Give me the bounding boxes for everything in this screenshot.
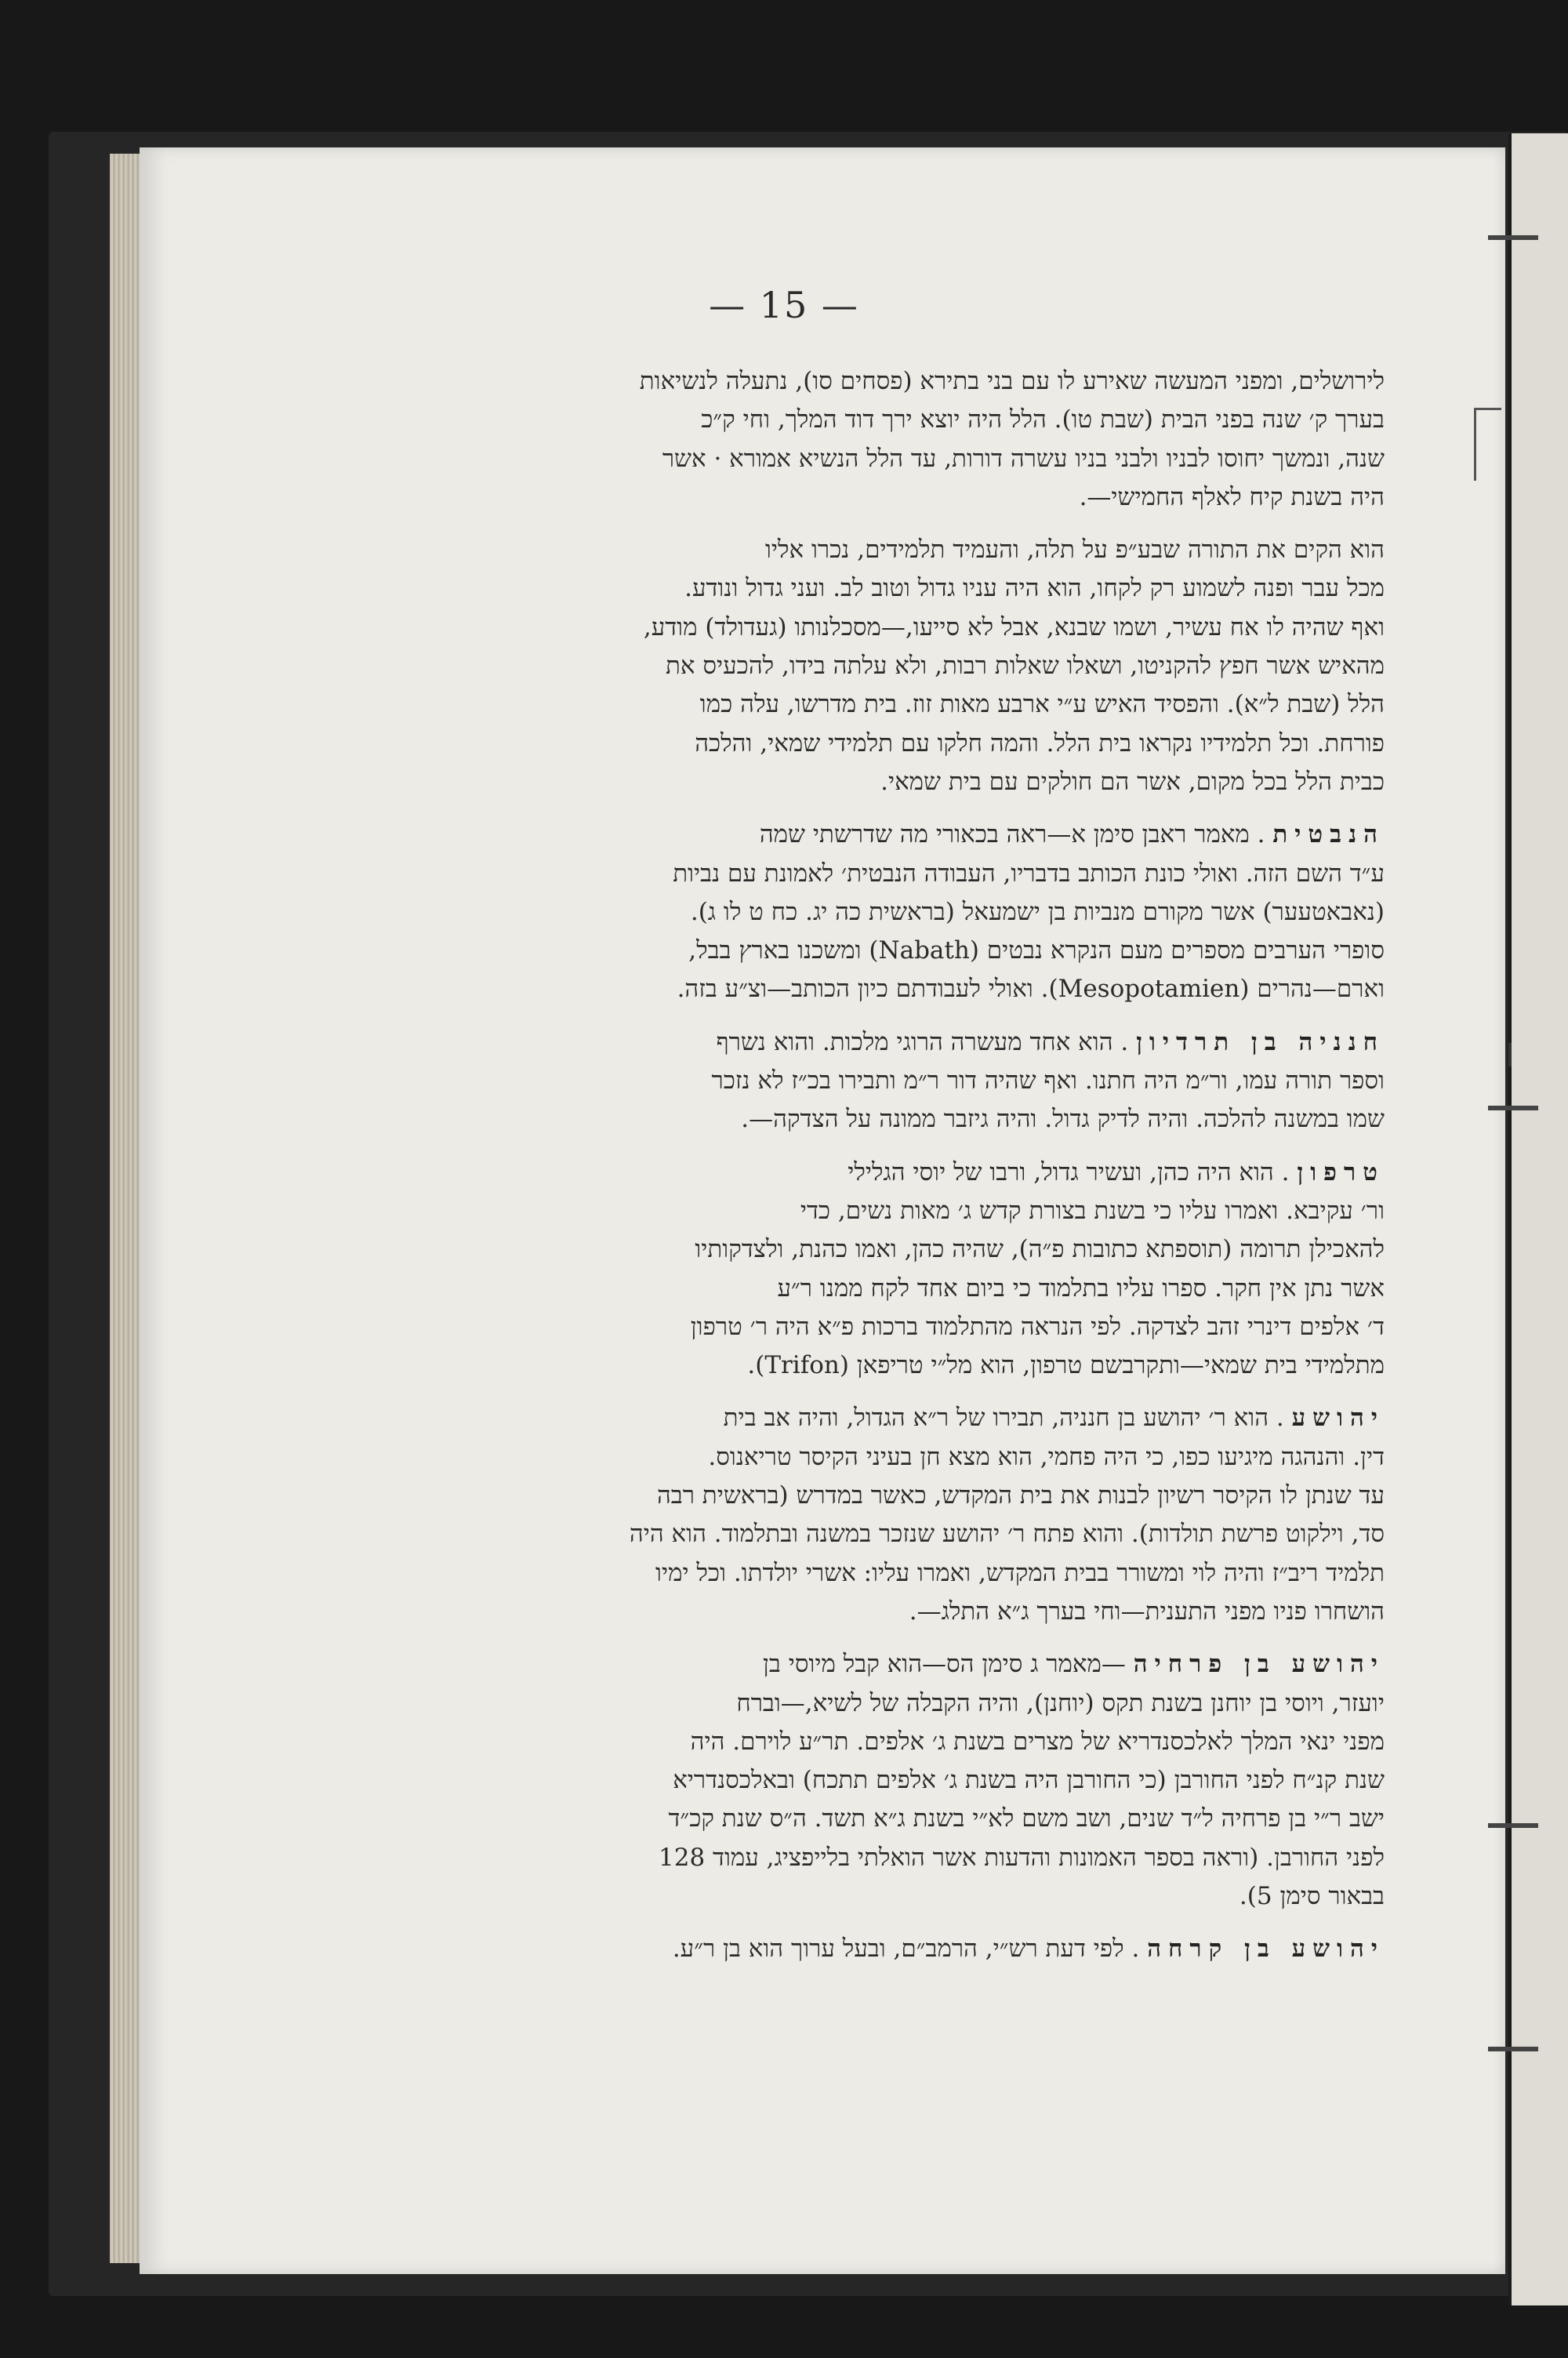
text-line bbox=[365, 1270, 1385, 1308]
entry-paragraph bbox=[365, 531, 1385, 801]
line-text: פורחת. וכל תלמידיו נקראו בית הלל. והמה חלקו עם תלמידי שמאי, והלכה bbox=[695, 728, 1385, 758]
text-line bbox=[365, 932, 1385, 970]
line-text: היה בשנת קיח לאלף החמישי—. bbox=[1079, 482, 1385, 511]
line-text: להאכילן תרומה (תוספתא כתובות פ״ה), שהיה כהן, ואמו כהנת, ולצדקותיו bbox=[695, 1235, 1385, 1264]
line-text: בבאור סימן 5). bbox=[1239, 1881, 1385, 1910]
text-line bbox=[365, 855, 1385, 893]
line-text: סופרי הערבים מספרים מעם הנקרא נבטים (Nabath) ומשכנו בארץ בבל, bbox=[688, 936, 1385, 965]
line-text: עד שנתן לו הקיסר רשיון לבנות את בית המקדש, כאשר במדרש (בראשית רבה bbox=[656, 1481, 1385, 1510]
text-line bbox=[365, 1477, 1385, 1515]
line-text: לפני החורבן. (וראה בספר האמונות והדעות אשר הואלתי בלייפציג, עמוד 128 bbox=[659, 1843, 1385, 1872]
line-text: ואף שהיה לו אח עשיר, ושמו שבנא, אבל לא סייעו,—מסכלנותו (געדולד) מודע, bbox=[643, 612, 1385, 641]
text-line bbox=[365, 1438, 1385, 1477]
line-text: מהאיש אשר חפץ להקניטו, ושאלו שאלות רבות, ולא עלתה בידו, להכעיס את bbox=[666, 652, 1385, 681]
line-text: הלל (שבת ל״א). והפסיד האיש ע״י ארבע מאות זוז. בית מדרשו, עלה כמו bbox=[699, 690, 1385, 719]
line-text: תלמיד ריב״ז והיה לוי ומשורר בבית המקדש, ואמרו עליו: אשרי יולדתו. וכל ימיו bbox=[655, 1558, 1385, 1587]
line-text: (נאבאטעער) אשר מקורם מנביות בן ישמעאל (בראשית כה יג. כח ט לו ג). bbox=[690, 897, 1385, 926]
text-line bbox=[365, 970, 1385, 1008]
line-text: וספר תורה עמו, ור״מ היה חתנו. ואף שהיה דור ר״מ ותבירו בכ״ז לא נזכר bbox=[711, 1066, 1385, 1095]
entry-term: הנבטית bbox=[1272, 820, 1385, 849]
line-text: שמו במשנה להלכה. והיה לדיק גדול. והיה גיזבר ממונה על הצדקה—. bbox=[741, 1105, 1385, 1134]
line-text: . מאמר ראבן סימן א—ראה בכאורי מה שדרשתי שמה bbox=[759, 820, 1265, 849]
line-text: . לפי דעת רש״י, הרמב״ם, ובעל ערוך הוא בן ר״ע. bbox=[672, 1935, 1140, 1964]
text-line bbox=[365, 478, 1385, 517]
entry-paragraph bbox=[365, 1930, 1385, 1968]
line-text: מתלמידי בית שמאי—ותקרבשם טרפון, הוא מל״י טריפאן (Trifon). bbox=[747, 1351, 1385, 1380]
text-line bbox=[365, 1800, 1385, 1838]
page-number: — 15 — bbox=[709, 284, 859, 326]
torn-corner bbox=[1474, 408, 1501, 481]
text-line bbox=[365, 531, 1385, 569]
text-line bbox=[365, 1761, 1385, 1800]
line-text: . הוא היה כהן, ועשיר גדול, ורבו של יוסי הגלילי bbox=[848, 1157, 1290, 1186]
text-line bbox=[365, 440, 1385, 478]
line-text: כבית הלל בכל מקום, אשר הם חולקים עם בית שמאי. bbox=[880, 767, 1385, 796]
line-text: ור׳ עקיבא. ואמרו עליו כי בשנת בצורת קדש ג׳ מאות נשים, כדי bbox=[800, 1196, 1385, 1225]
text-line bbox=[365, 1839, 1385, 1877]
line-text: סד, וילקוט פרשת תולדות). והוא פתח ר׳ יהושע שנזכר במשנה ובתלמוד. הוא היה bbox=[629, 1520, 1385, 1549]
line-text: וארם—נהרים (Mesopotamien). ואולי לעבודתם כיון הכותב—וצ״ע בזה. bbox=[677, 975, 1385, 1004]
binding-stitch bbox=[1488, 1823, 1538, 1828]
text-line bbox=[365, 1100, 1385, 1139]
line-text: ע״ד השם הזה. ואולי כונת הכותב בדבריו, העבודה הנבטית׳ לאמונת עם נביות bbox=[673, 859, 1385, 888]
line-text: . הוא אחד מעשרה הרוגי מלכות. והוא נשרף bbox=[716, 1027, 1129, 1056]
text-line bbox=[365, 1723, 1385, 1761]
line-text: דין. והנהגה מיגיעו כפו, כי היה פחמי, הוא מצא חן בעיני הקיסר טריאנוס. bbox=[708, 1442, 1385, 1471]
line-text: שנה, ונמשך יחוסו לבניו ולבני בניו עשרה דורות, עד הלל הנשיא אמורא · אשר bbox=[662, 444, 1385, 473]
text-line bbox=[365, 1877, 1385, 1916]
entry-paragraph bbox=[365, 1154, 1385, 1386]
page-text bbox=[365, 362, 1385, 2025]
line-text: ישב ר״י בן פרחיה ל״ד שנים, ושב משם לא״י בשנת ג״א תשד. ה״ס שנת קכ״ד bbox=[668, 1804, 1385, 1833]
text-line bbox=[365, 1346, 1385, 1385]
line-text: . הוא ר׳ יהושע בן חנניה, תבירו של ר״א הגדול, והיה אב בית bbox=[723, 1404, 1284, 1433]
entry-term: יהושע בן פרחיה bbox=[1133, 1650, 1385, 1679]
entry-term: יהושע bbox=[1291, 1404, 1385, 1433]
line-text: —מאמר ג סימן הס—הוא קבל מיוסי בן bbox=[763, 1650, 1126, 1679]
text-line bbox=[365, 725, 1385, 763]
text-line bbox=[365, 685, 1385, 724]
text-line bbox=[365, 816, 1385, 854]
entry-paragraph bbox=[365, 816, 1385, 1008]
text-line bbox=[365, 893, 1385, 932]
text-line bbox=[365, 1308, 1385, 1346]
facing-page-edge bbox=[1508, 133, 1568, 2305]
text-line bbox=[365, 569, 1385, 608]
text-line bbox=[365, 763, 1385, 801]
text-line bbox=[365, 1230, 1385, 1269]
text-line bbox=[365, 1554, 1385, 1593]
text-line bbox=[365, 1684, 1385, 1723]
text-line bbox=[365, 1023, 1385, 1062]
text-line bbox=[365, 401, 1385, 439]
text-line bbox=[365, 362, 1385, 401]
line-text: אשר נתן אין חקר. ספרו עליו בתלמוד כי ביום אחד לקח ממנו ר״ע bbox=[777, 1273, 1385, 1303]
text-line bbox=[365, 609, 1385, 647]
text-line bbox=[365, 1154, 1385, 1192]
entry-paragraph bbox=[365, 1023, 1385, 1139]
line-text: מפני ינאי המלך לאלכסנדריא של מצרים בשנת ג׳ אלפים. תר״ע לוירם. היה bbox=[690, 1727, 1385, 1756]
binding-stitch bbox=[1488, 235, 1538, 240]
text-line bbox=[365, 1062, 1385, 1100]
line-text: יועזר, ויוסי בן יוחנן בשנת תקס (יוחנן), והיה הקבלה של לשיא,—וברח bbox=[736, 1688, 1385, 1717]
binding-stitch bbox=[1488, 1106, 1538, 1110]
text-line bbox=[365, 1399, 1385, 1437]
line-text: שנת קנ״ח לפני החורבן (כי החורבן היה בשנת ג׳ אלפים תתכח) ובאלכסנדריא bbox=[673, 1766, 1385, 1795]
entry-term: יהושע בן קרחה bbox=[1147, 1935, 1385, 1964]
binding-stitch bbox=[1508, 1043, 1512, 1066]
line-text: בערך ק׳ שנה בפני הבית (שבת טו). הלל היה יוצא ירך דוד המלך, וחי ק״כ bbox=[701, 405, 1385, 434]
line-text: מכל עבר ופנה לשמוע רק לקחו, הוא היה עניו גדול וטוב לב. ועני גדול ונודע. bbox=[684, 574, 1385, 603]
text-line bbox=[365, 1515, 1385, 1553]
text-line bbox=[365, 1645, 1385, 1684]
entry-term: חנניה בן תרדיון bbox=[1136, 1027, 1385, 1056]
text-line bbox=[365, 1930, 1385, 1968]
line-text: הוא הקים את התורה שבע״פ על תלה, והעמיד תלמידים, נכרו אליו bbox=[764, 536, 1385, 565]
text-line bbox=[365, 1593, 1385, 1631]
entry-term: טרפון bbox=[1297, 1157, 1385, 1186]
text-line bbox=[365, 647, 1385, 685]
binding-stitch bbox=[1488, 2047, 1538, 2051]
text-line bbox=[365, 1192, 1385, 1230]
line-text: הושחרו פניו מפני התענית—וחי בערך ג״א התלג—. bbox=[909, 1597, 1385, 1626]
entry-paragraph bbox=[365, 1645, 1385, 1916]
entry-paragraph bbox=[365, 1399, 1385, 1631]
entry-paragraph bbox=[365, 362, 1385, 517]
line-text: לירושלים, ומפני המעשה שאירע לו עם בני בתירא (פסחים סו), נתעלה לנשיאות bbox=[639, 367, 1385, 395]
line-text: ד׳ אלפים דינרי זהב לצדקה. לפי הנראה מהתלמוד ברכות פ״א היה ר׳ טרפון bbox=[690, 1312, 1385, 1341]
